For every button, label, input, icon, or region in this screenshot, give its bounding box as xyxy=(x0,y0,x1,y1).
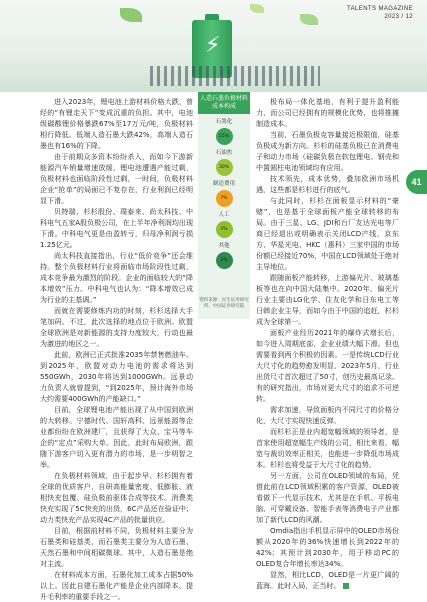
sidebar-item-value: 30% xyxy=(216,159,233,176)
magazine-name: TALENTS MAGAZINE xyxy=(347,6,413,12)
sidebar-item xyxy=(198,150,250,176)
sidebar-item xyxy=(198,243,250,269)
sidebar-source-note: 资料来源：民生证券研究所、中国证券研究院 xyxy=(199,298,249,309)
paragraph: 在负极材料领域，由于起步早、杉杉拥有着全球的优质客户，自研高能量密度、低膨胀、液相快充包覆、硅负极前驱体合成等技术。消费类快充实现了5C快充的出货，6C产品还在验证中；动力类快充产品实现4C产品的批量供应。 xyxy=(40,471,193,524)
paragraph: 技术领先，成本优势，叠加欧洲市场机遇，这些都是杉杉进行的底气。 xyxy=(256,174,399,194)
leaf-decoration xyxy=(250,4,264,13)
paragraph: 面板产业经历2021年的爆炸式增长后，如今进入周期底部，企业业绩大幅下滑。但也需要看到两个积极的因素。一是传统LCD行业大尺寸化的趋势愈发明显，2023年5月，行业出货尺寸首次超过了50寸，创历史最高记录。有的研究指出，市场对更大尺寸的追求不可逆转。 xyxy=(256,328,399,403)
sidebar-item xyxy=(198,119,250,145)
page-number: 41 xyxy=(406,170,427,194)
paragraph: 当前，石墨负极克容量接近极限值，硅基负极成为新方向。杉杉的硅基负极已在消费电子和动力市场（硅碳负极在软包锂电、钢壳和中置圆柱电池领域均有应用。 xyxy=(256,130,399,172)
sidebar-item-value: 3% xyxy=(216,221,233,238)
paragraph: 目前，全球锂电池产能出现了从中国到欧洲的大转移。宁德时代、国轩高科、远景能源等企业都纷纷在欧洲建厂，且获得了大众、宝马等车企的“定点”采购大单。因此，此时布局欧洲，跟随下游客户切入更有潜力的市场，是一步明智之举。 xyxy=(40,405,193,469)
sidebar-item xyxy=(198,181,250,207)
paragraph: 而就在需要修炼内功的时刻，杉杉选择大手笔加码。不过，此次选择的地点位于欧洲。欧盟全球欧洲是对新能源的支持力度较大，行动也最为激进的地区之一。 xyxy=(40,306,193,348)
paragraph: 跟随面板产能转移，上游偏光片、玻璃基板等也在向中国大陆集中。2020年，偏光片行业主要由LG化学、住友化学和日东电工等日韩企业主导，而如今由于中国的追赶，杉杉成为全球第一。 xyxy=(256,273,399,326)
paragraph: 尚太科技直接指出，行业“低价竞争”还会维持。整个负极材料行业将面临市场阶段性过剩，成本竞争最为激烈的阶段。企业的面临较大的“降本增效”压力。中科电气也认为：“降本增效已成为行业的主基调。” xyxy=(40,251,193,304)
paragraph: 极布局一体化基地，有利于提升盈利能力，而公司已经拥有的规模化优势，也将推摊制造成本。 xyxy=(256,97,399,128)
magazine-header xyxy=(347,5,413,21)
paragraph: 由于前期众多资本纷纷杀入，而如今下游新能源汽车销量增速放缓，锂电池遭遇产能过剩，负极材料也面临阶段性过剩，一时间，负极材料企业“抢单”的局面已不复存在，行业利润已经明显下滑。 xyxy=(40,152,193,205)
sidebar-item-value: 2% xyxy=(216,252,233,269)
crowd-illustration xyxy=(150,66,320,86)
paragraph: 与此同时，杉杉在面板显示材料的“豪赌”，也是基于全球面板产能全球转移的布局。由于三星、LG、JDI和台厂友达光电等厂商已经退出或明确表示关闭LCD产线，京东方、华星光电、HKC（惠科）三家中国的市场份额已经接近70%，中国在LCD领域处于绝对主导地位。 xyxy=(256,196,399,271)
paragraph: Omdia指出手机显示屏中的OLED市场份额从2020年的36%快速增长到2022年的42%；其预计到2030年，用于移动PC的OLED复合年增长率达34%。 xyxy=(256,526,399,568)
paragraph: 另一方面，公司在OLED领域的布局，凭借此前在LCD领域积累的客户资源，OLED被看做下一代显示技术，尤其是在手机、平板电脑、可穿戴设备、智能手表等消费电子产业都加了新代LCD的风潮。 xyxy=(256,471,399,524)
bolt-icon: ⚡ xyxy=(205,33,221,58)
sidebar-item-label: 石墨化 xyxy=(215,119,233,125)
header-photo xyxy=(0,0,427,92)
paragraph: 需求加速，导致面板内不同尺寸的价格分化，大尺寸实现快速反弹。 xyxy=(256,405,399,425)
sidebar-item-label: 其他 xyxy=(218,243,230,249)
leaf-decoration xyxy=(120,8,142,22)
issue-number: 2023 / 12 xyxy=(384,14,413,20)
paragraph: 此前，欧洲已正式批准2035年禁售燃油车。到2025年，欧盟对动力电池的需求将达到550GWh，2030年将达到1000GWh。远景动力负责人就曾提到，“到2025年，预计海外市场大约需要400GWh的产能缺口。” xyxy=(40,350,193,403)
paragraph: 显然，相比LCD，OLED是一片更广阔的蓝海。此时入局，正当时。 xyxy=(256,570,399,590)
sidebar-item-label: 人工 xyxy=(218,212,230,218)
cost-structure-sidebar xyxy=(198,92,250,319)
article-column-right xyxy=(256,96,399,591)
sidebar-items xyxy=(198,119,250,269)
sidebar-item-value: 55% xyxy=(216,128,233,145)
end-mark-icon xyxy=(343,583,349,589)
sidebar-title: 人造石墨负极材料成本构成 xyxy=(198,92,250,114)
paragraph: 在材料成本方面，石墨化加工成本占据50%以上。因此自建石墨化产能是企业内部降本、提升毛利率的重要手段之一。 xyxy=(40,570,193,601)
article-column-left xyxy=(40,96,193,602)
sidebar-item-label: 制造费用 xyxy=(212,181,235,187)
paragraph: 而杉杉正是业内超宽幅领域的领导者，是首家使用超宽幅生产线的公司，相比来看，幅宽与裁切效率正相关，也能进一步降低市场成本。杉杉也将受益于大尺寸化的趋势。 xyxy=(256,427,399,469)
paragraph: 进入2023年，锂电池上游材料价格大跌，曾经的“有锂走天下”变成沉重的负担。其中，电池级碳酸锂价格暴跌67%至17万元/吨，负极材料相行降低。低端人造石墨大跌42%，高端人造石墨也有16%的下降。 xyxy=(40,97,193,150)
sidebar-item-label: 石油焦 xyxy=(215,150,233,156)
sidebar-item-value: 7% xyxy=(216,190,233,207)
leaf-decoration xyxy=(300,14,318,25)
paragraph: 贝特瑞、杉杉股份、璞泰来、尚太科技、中科电气五家A股负极公司，在上半年净利润均出现下滑。中科电气更是由盈转亏，归母净利润亏损1.25亿元。 xyxy=(40,207,193,249)
paragraph: 目前，根据前材料不同，负极材料主要分为石墨类和硅基类，而石墨类主要分为人造石墨、天然石墨和中间相碳微球。其中，人造石墨是绝对主流。 xyxy=(40,526,193,568)
sidebar-item xyxy=(198,212,250,238)
